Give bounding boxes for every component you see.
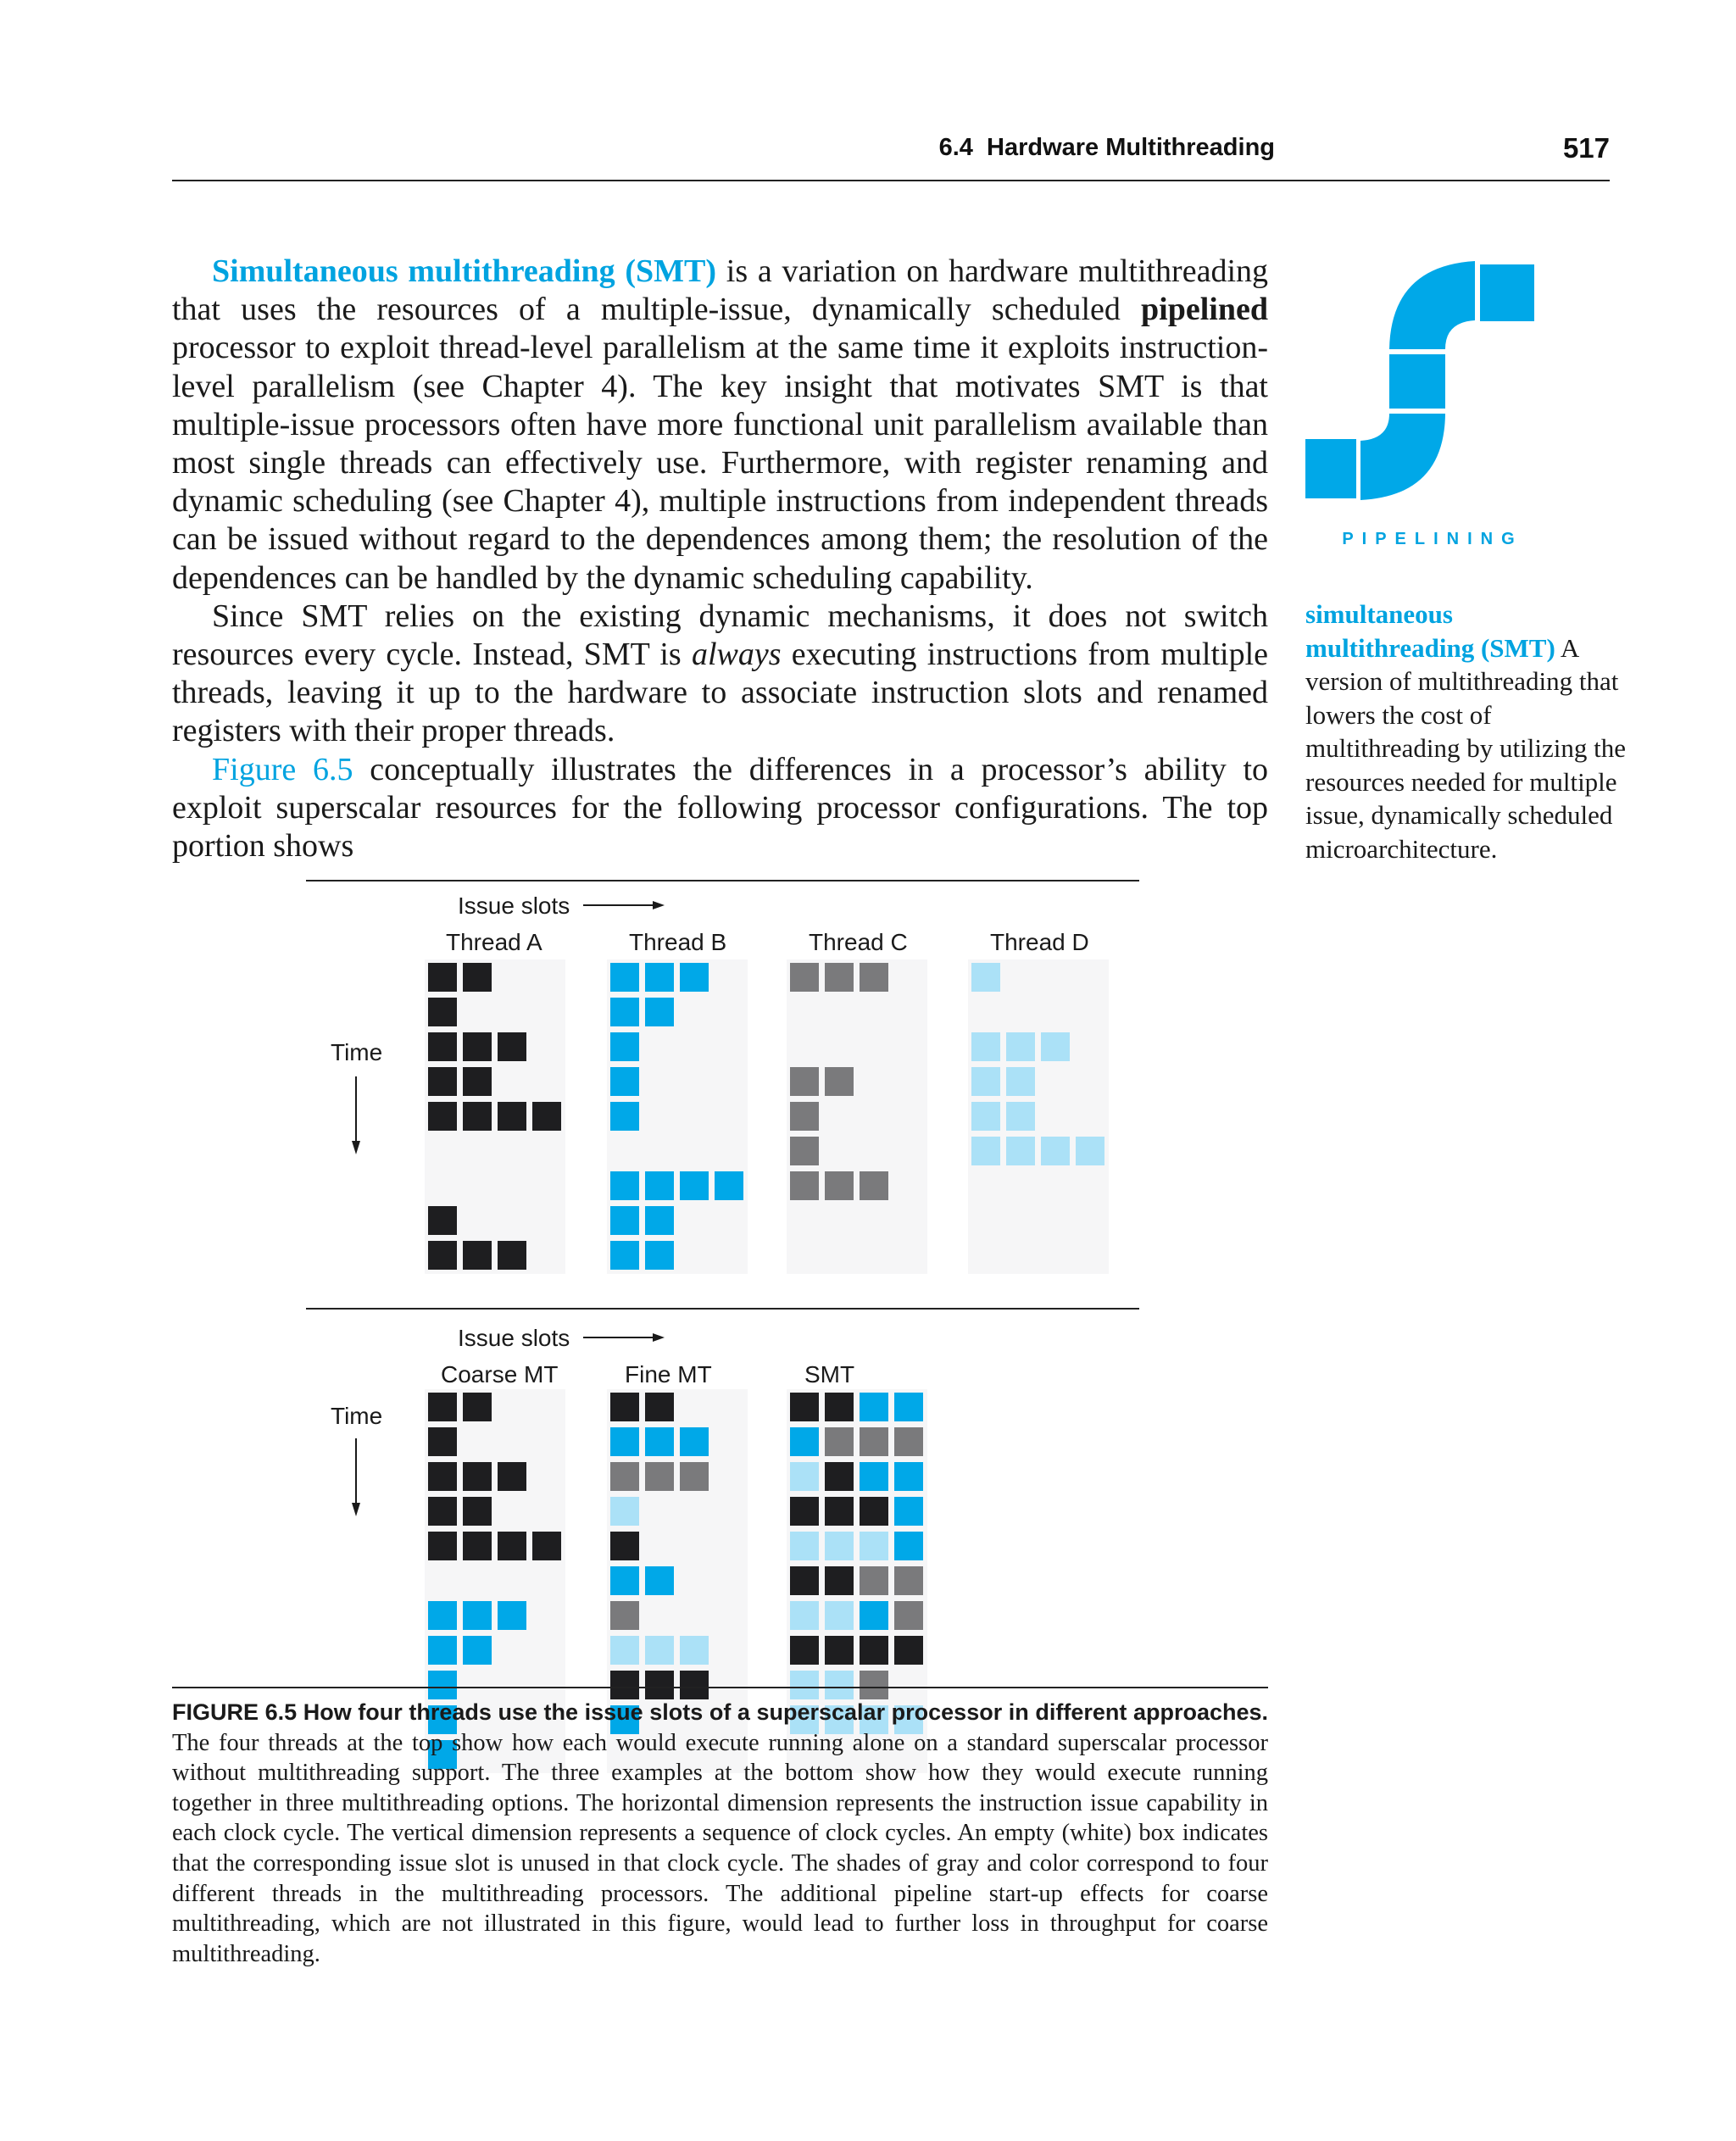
issue-slot <box>790 1067 819 1096</box>
time-arrow-icon-bottom <box>349 1438 363 1516</box>
issue-slot <box>610 1241 639 1270</box>
figure-top-rule <box>306 880 1139 881</box>
issue-slot <box>715 1171 743 1200</box>
issue-slot <box>825 1497 854 1526</box>
issue-slot <box>825 1671 854 1699</box>
issue-slot <box>428 1102 457 1131</box>
issue-slot <box>532 1532 561 1560</box>
issue-slot <box>894 1636 923 1665</box>
caption-text: The four threads at the top show how each would execute running alone on a standard superscalar processor without multithreading support. The three examples at the bottom show how they would execute running together in three multithreading options. The horizontal dimension represents the instruction issue capability in each clock cycle. The vertical dimension represents a sequence of clock cycles. An empty (white) box indicates that the corresponding issue slot is unused in that clock cycle. The shades of gray and color correspond to four different threads in the multithreading processors. The additional pipeline start-up effects for coarse multithreading, which are not illustrated in this figure, would lead to further loss in throughput for coarse multithreading. <box>172 1729 1268 1967</box>
issue-slot <box>610 1532 639 1560</box>
issue-slot <box>428 1241 457 1270</box>
issue-slot <box>894 1566 923 1595</box>
issue-slots-label-bottom: Issue slots <box>458 1325 570 1351</box>
p2-text-a: Since SMT relies on the existing dynamic mechanisms, it does not switch resources every cycle. Instead, SMT is <box>172 598 1268 673</box>
issue-slot <box>790 1137 819 1165</box>
caption-title: How four threads use the issue slots of a superscalar processor in different approaches. <box>297 1699 1268 1725</box>
issue-slot <box>645 998 674 1026</box>
issue-slot <box>1006 1067 1035 1096</box>
issue-slot <box>860 1566 888 1595</box>
issue-slot <box>463 1067 492 1096</box>
p1-text-b: processor to exploit thread-level parallelism at the same time it exploits instruction-level parallelism (see Chapter 4). The key insight that motivates SMT is that multiple-issue processors often have more functional unit parallelism available than most single threads can effectively use. Furthermore, with register renaming and dynamic scheduling (see Chapter 4), multiple instructions from independent threads can be issued without regard to the dependences among them; the resolution of the dependences can be handled by the dynamic scheduling capability. <box>172 330 1268 596</box>
issue-slot <box>610 1067 639 1096</box>
issue-slot <box>463 1462 492 1491</box>
issue-slot <box>971 1067 1000 1096</box>
time-label-bottom: Time <box>331 1403 383 1429</box>
issue-slot <box>610 1427 639 1456</box>
issue-slot <box>610 1566 639 1595</box>
issue-slot <box>790 963 819 992</box>
issue-slot <box>1006 1102 1035 1131</box>
issue-slot <box>463 1393 492 1421</box>
issue-slot <box>825 1067 854 1096</box>
issue-slot <box>610 1102 639 1131</box>
issue-slot <box>860 1462 888 1491</box>
caption-rule <box>172 1687 1268 1688</box>
issue-slot <box>463 1636 492 1665</box>
issue-slot <box>428 1206 457 1235</box>
issue-slot <box>860 1497 888 1526</box>
issue-slot <box>790 1601 819 1630</box>
issue-slot <box>645 1462 674 1491</box>
issue-slot <box>790 1636 819 1665</box>
issue-slot <box>825 1636 854 1665</box>
issue-slot <box>860 1532 888 1560</box>
issue-slot <box>825 1393 854 1421</box>
issue-slot <box>463 1102 492 1131</box>
issue-slot <box>645 1171 674 1200</box>
issue-slot <box>645 1636 674 1665</box>
p1-text-a: is a variation on hardware multithreading that uses the resources of a multiple-issue, dynamically scheduled <box>172 253 1269 328</box>
issue-slot <box>971 1137 1000 1165</box>
issue-slot <box>971 963 1000 992</box>
issue-slot <box>860 963 888 992</box>
issue-slot <box>1076 1137 1104 1165</box>
issue-slot <box>428 1671 457 1699</box>
issue-slot <box>645 1241 674 1270</box>
figure-reference-link[interactable]: Figure 6.5 <box>212 751 353 787</box>
issue-slot <box>645 1671 674 1699</box>
issue-slot <box>1041 1137 1070 1165</box>
issue-slots-label: Issue slots <box>458 893 570 919</box>
issue-slot <box>428 1532 457 1560</box>
issue-slot <box>498 1241 526 1270</box>
issue-slot <box>790 1102 819 1131</box>
pipelining-label: PIPELINING <box>1342 530 1523 548</box>
pipelined-term: pipelined <box>1141 292 1268 328</box>
time-label: Time <box>331 1039 383 1065</box>
issue-slot <box>860 1601 888 1630</box>
issue-slot <box>971 1102 1000 1131</box>
p2-text-b: executing instructions from multiple threads, leaving it up to the hardware to associate instruction slots and renamed registers with their proper threads. <box>172 637 1269 749</box>
issue-slot <box>463 1241 492 1270</box>
issue-slot <box>532 1102 561 1131</box>
issue-slot <box>428 1427 457 1456</box>
issue-slot <box>860 1427 888 1456</box>
issue-slot <box>610 1206 639 1235</box>
issue-slot <box>680 963 709 992</box>
issue-slot <box>610 1171 639 1200</box>
issue-slot <box>825 1171 854 1200</box>
issue-slot <box>428 963 457 992</box>
issue-slot <box>790 1671 819 1699</box>
issue-slot <box>498 1462 526 1491</box>
issue-slot <box>894 1427 923 1456</box>
issue-slot <box>790 1393 819 1421</box>
issue-slot <box>610 1671 639 1699</box>
issue-slot <box>790 1566 819 1595</box>
issue-slot <box>645 1393 674 1421</box>
figure-caption <box>172 1698 1268 1969</box>
issue-slot <box>860 1671 888 1699</box>
issue-slot <box>645 1427 674 1456</box>
page-number: 517 <box>1562 132 1610 164</box>
issue-slot <box>894 1601 923 1630</box>
issue-slot <box>825 1462 854 1491</box>
issue-slot <box>428 1636 457 1665</box>
issue-slot <box>971 1032 1000 1061</box>
issue-slot <box>825 1566 854 1595</box>
issue-slot <box>498 1601 526 1630</box>
column-label-thread-b: Thread B <box>629 929 727 955</box>
issue-slot <box>610 1393 639 1421</box>
issue-slot <box>680 1171 709 1200</box>
issue-slot <box>860 1636 888 1665</box>
issue-slot <box>894 1497 923 1526</box>
issue-slot <box>428 1067 457 1096</box>
issue-slot <box>428 1032 457 1061</box>
issue-slot <box>498 1102 526 1131</box>
section-title: 6.4 Hardware Multithreading <box>938 134 1275 161</box>
issue-slot <box>790 1171 819 1200</box>
issue-slot <box>825 1532 854 1560</box>
issue-slot <box>498 1032 526 1061</box>
issue-slot <box>610 963 639 992</box>
issue-slot <box>825 1601 854 1630</box>
issue-slot <box>790 1532 819 1560</box>
column-label-thread-a: Thread A <box>446 929 542 955</box>
glossary-definition: A version of multithreading that lowers the cost of multithreading by utilizing the resources needed for multiple issue, dynamically scheduled microarchitecture. <box>1305 632 1626 864</box>
issue-slot <box>428 1393 457 1421</box>
issue-slot <box>680 1462 709 1491</box>
figure-middle-rule <box>306 1308 1139 1310</box>
issue-slot <box>825 963 854 992</box>
column-label-coarse-mt: Coarse MT <box>441 1361 559 1387</box>
issue-slot <box>680 1671 709 1699</box>
issue-slot <box>1041 1032 1070 1061</box>
column-label-fine-mt: Fine MT <box>625 1361 712 1387</box>
time-arrow-icon <box>349 1076 363 1154</box>
column-label-smt: SMT <box>804 1361 855 1387</box>
issue-slot <box>610 1497 639 1526</box>
issue-slot <box>645 1566 674 1595</box>
issue-slot <box>645 1206 674 1235</box>
issue-slot <box>894 1462 923 1491</box>
issue-slot <box>790 1497 819 1526</box>
issue-slot <box>610 1462 639 1491</box>
issue-slot <box>428 998 457 1026</box>
issue-slot <box>645 963 674 992</box>
column-label-thread-d: Thread D <box>990 929 1089 955</box>
issue-slot <box>610 998 639 1026</box>
issue-slot <box>1006 1032 1035 1061</box>
issue-slot <box>498 1532 526 1560</box>
issue-slot <box>680 1636 709 1665</box>
issue-slots-arrow-icon <box>583 898 665 912</box>
issue-slot <box>894 1532 923 1560</box>
issue-slot <box>1006 1137 1035 1165</box>
p2-emphasis: always <box>691 637 782 673</box>
issue-slot <box>463 1032 492 1061</box>
column-label-thread-c: Thread C <box>809 929 908 955</box>
issue-slot <box>860 1171 888 1200</box>
issue-slot <box>428 1497 457 1526</box>
glossary-term: simultaneous multithreading (SMT) <box>1305 599 1555 663</box>
issue-slot <box>463 1532 492 1560</box>
issue-slot <box>428 1601 457 1630</box>
caption-label: FIGURE 6.5 <box>172 1699 298 1725</box>
issue-slot <box>860 1393 888 1421</box>
issue-slot <box>610 1601 639 1630</box>
issue-slot <box>790 1427 819 1456</box>
issue-slot <box>790 1462 819 1491</box>
issue-slot <box>610 1032 639 1061</box>
smt-term: Simultaneous multithreading (SMT) <box>212 253 717 289</box>
p3-text: conceptually illustrates the differences in a processor’s ability to exploit superscalar resources for the following processor configurations. The top portion shows <box>172 751 1268 865</box>
issue-slot <box>825 1427 854 1456</box>
issue-slot <box>428 1462 457 1491</box>
issue-slot <box>680 1427 709 1456</box>
issue-slot <box>463 963 492 992</box>
issue-slot <box>463 1601 492 1630</box>
issue-slot <box>610 1636 639 1665</box>
issue-slots-arrow-icon-bottom <box>583 1331 665 1344</box>
issue-slot <box>894 1393 923 1421</box>
issue-slot <box>463 1497 492 1526</box>
